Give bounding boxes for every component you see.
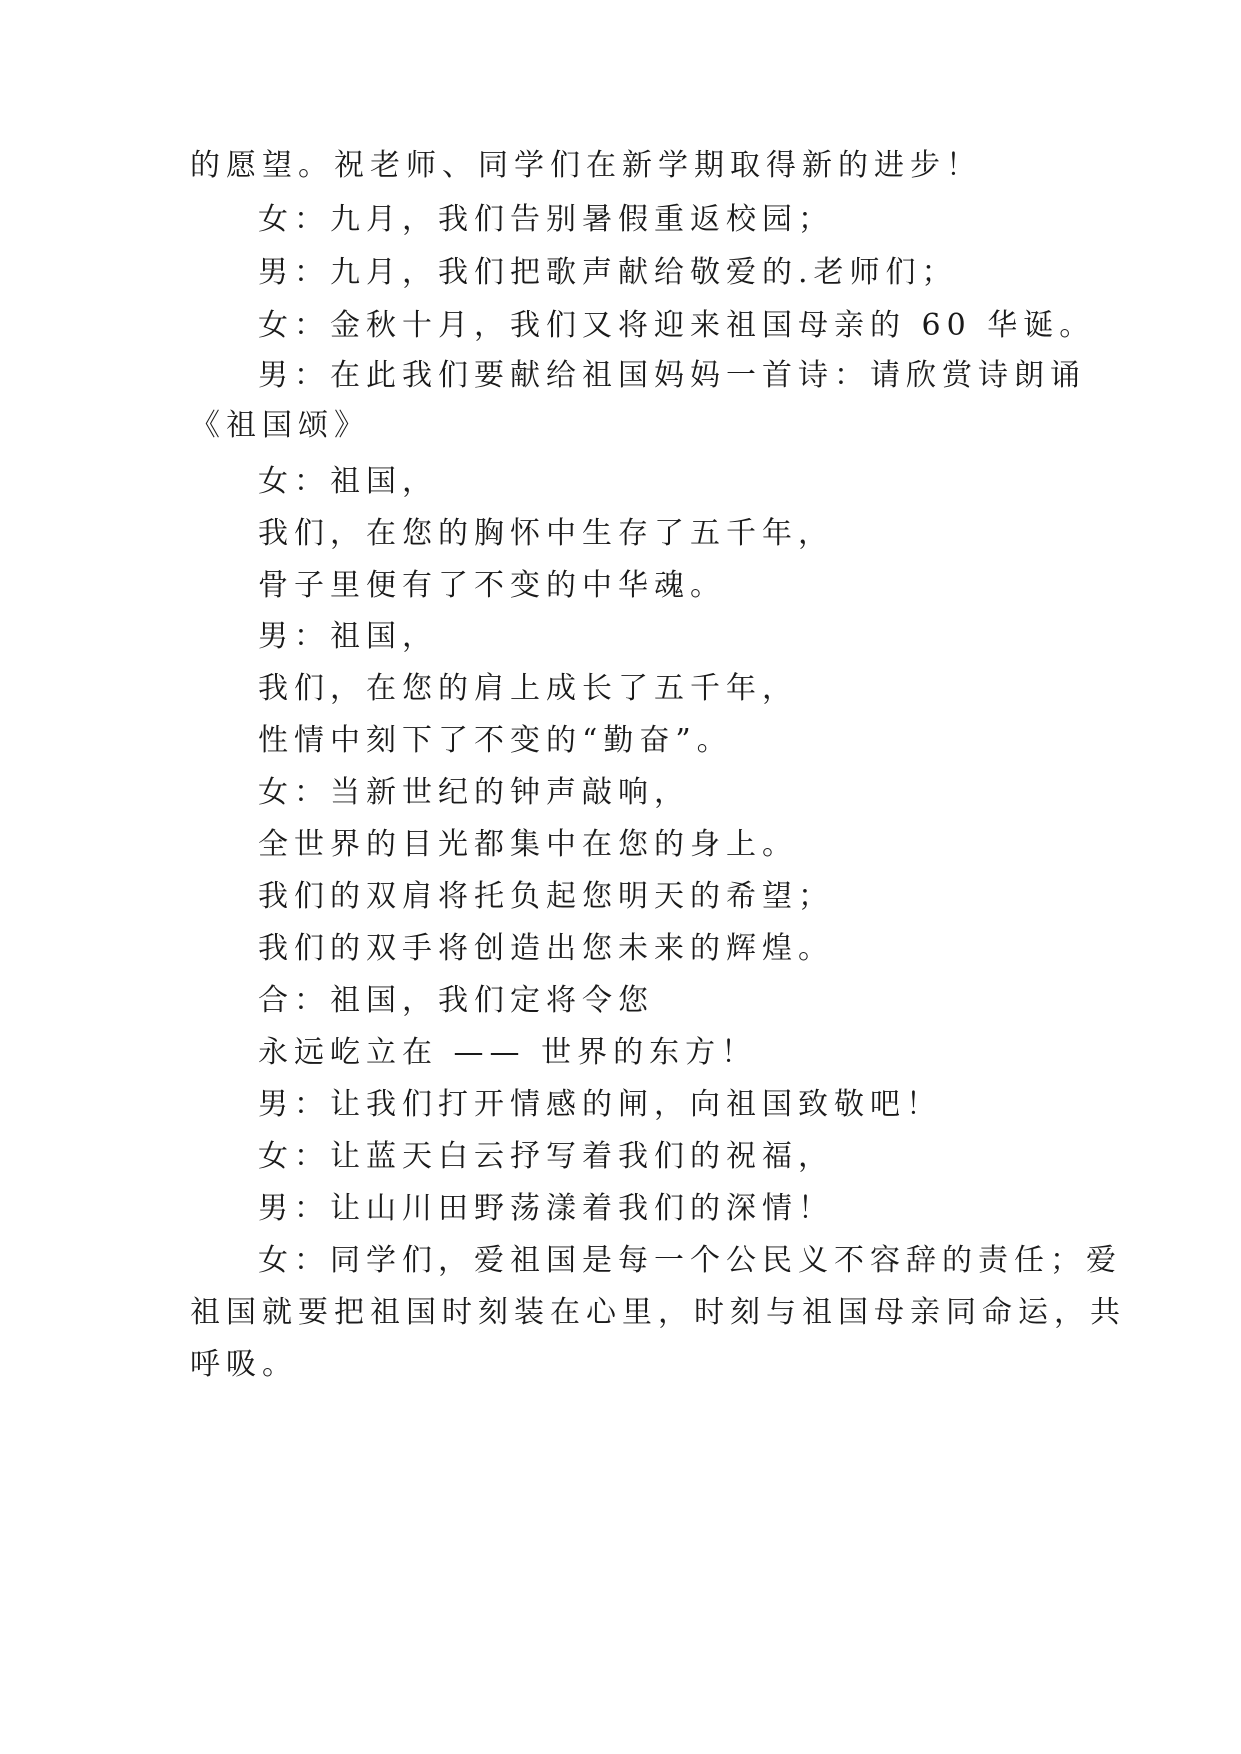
text-line: 男：九月，我们把歌声献给敬爱的.老师们； (258, 255, 958, 290)
text-line: 合：祖国，我们定将令您 (258, 983, 654, 1018)
text-line: 男：祖国， (258, 619, 438, 654)
text-line: 祖国就要把祖国时刻装在心里，时刻与祖国母亲同命运，共 (190, 1295, 1126, 1330)
text-line: 我们的双手将创造出您未来的辉煌。 (258, 931, 834, 966)
text-line: 我们，在您的胸怀中生存了五千年， (258, 516, 834, 551)
text-line: 呼吸。 (190, 1347, 298, 1382)
text-line: 男：让我们打开情感的闸，向祖国致敬吧！ (258, 1087, 942, 1122)
text-line: 男：在此我们要献给祖国妈妈一首诗：请欣赏诗朗诵 (258, 358, 1086, 393)
text-line: 全世界的目光都集中在您的身上。 (258, 827, 798, 862)
text-line: 女：金秋十月，我们又将迎来祖国母亲的 60 华诞。 (258, 308, 1096, 343)
document-page (190, 0, 1126, 1754)
text-line: 女：让蓝天白云抒写着我们的祝福， (258, 1139, 834, 1174)
text-line: 女：同学们，爱祖国是每一个公民义不容辞的责任；爱 (258, 1243, 1122, 1278)
text-line: 女：当新世纪的钟声敲响， (258, 775, 690, 810)
text-line: 我们，在您的肩上成长了五千年， (258, 671, 798, 706)
text-line: 骨子里便有了不变的中华魂。 (258, 568, 726, 603)
text-line: 男：让山川田野荡漾着我们的深情！ (258, 1191, 834, 1226)
text-line: 女：九月，我们告别暑假重返校园； (258, 202, 834, 237)
text-line: 性情中刻下了不变的“勤奋”。 (258, 723, 733, 758)
text-line: 女：祖国， (258, 464, 438, 499)
text-line: 的愿望。祝老师、同学们在新学期取得新的进步！ (190, 148, 982, 183)
text-line: 《祖国颂》 (190, 408, 370, 443)
text-line: 我们的双肩将托负起您明天的希望； (258, 879, 834, 914)
text-line: 永远屹立在 —— 世界的东方！ (258, 1035, 758, 1070)
